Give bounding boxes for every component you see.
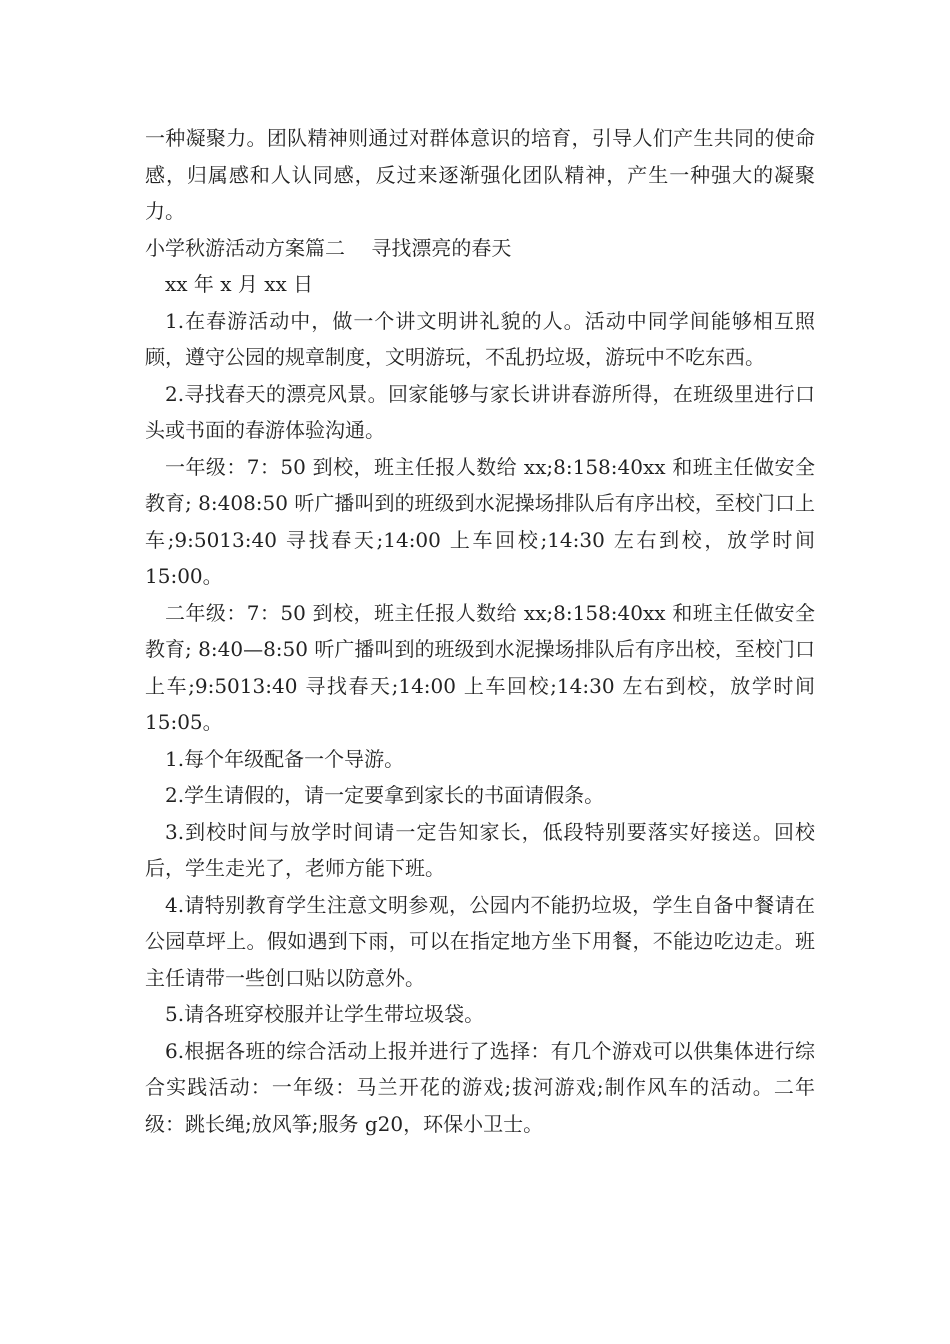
date-line: xx 年 x 月 xx 日 <box>165 272 314 296</box>
note-item-4: 4.请特别教育学生注意文明参观，公园内不能扔垃圾，学生自备中餐请在公园草坪上。假如遇到下雨，可以在指定地方坐下用餐，不能边吃边走。班主任请带一些创口贴以防意外。 <box>145 892 815 990</box>
schedule-grade-2: 二年级：7：50 到校，班主任报人数给 xx;8:158:40xx 和班主任做安全教育; 8:40—8:50 听广播叫到的班级到水泥操场排队后有序出校，至校门口上车;9:5013:40 寻找春天;14:00 上车回校;14:30 左右到校，放学时间 15:05。 <box>145 600 815 734</box>
note-item-2: 2.学生请假的，请一定要拿到家长的书面请假条。 <box>165 783 605 807</box>
paragraph-intro-continuation: 一种凝聚力。团队精神则通过对群体意识的培育，引导人们产生共同的使命感，归属感和人认同感，反过来逐渐强化团队精神，产生一种强大的凝聚力。 <box>145 126 815 223</box>
note-item-3: 3.到校时间与放学时间请一定告知家长，低段特别要落实好接送。回校后，学生走光了，老师方能下班。 <box>145 819 815 880</box>
note-item-5: 5.请各班穿校服并让学生带垃圾袋。 <box>165 1002 485 1026</box>
schedule-grade-1: 一年级：7：50 到校，班主任报人数给 xx;8:158:40xx 和班主任做安全教育; 8:408:50 听广播叫到的班级到水泥操场排队后有序出校，至校门口上车;9:5013:40 寻找春天;14:00 上车回校;14:30 左右到校，放学时间 15:00。 <box>145 454 815 588</box>
goal-item-2: 2.寻找春天的漂亮风景。回家能够与家长讲讲春游所得，在班级里进行口头或书面的春游体验沟通。 <box>145 381 815 442</box>
document-body <box>145 120 815 1142</box>
goal-item-1: 1.在春游活动中，做一个讲文明讲礼貌的人。活动中同学间能够相互照顾，遵守公园的规章制度，文明游玩，不乱扔垃圾，游玩中不吃东西。 <box>145 308 815 369</box>
note-item-1: 1.每个年级配备一个导游。 <box>165 746 405 771</box>
section-title: 小学秋游活动方案篇二 寻找漂亮的春天 <box>145 235 512 260</box>
note-item-6: 6.根据各班的综合活动上报并进行了选择：有几个游戏可以供集体进行综合实践活动：一年级：马兰开花的游戏;拔河游戏;制作风车的活动。二年级：跳长绳;放风筝;服务 g20，环保小卫士。 <box>145 1038 815 1136</box>
